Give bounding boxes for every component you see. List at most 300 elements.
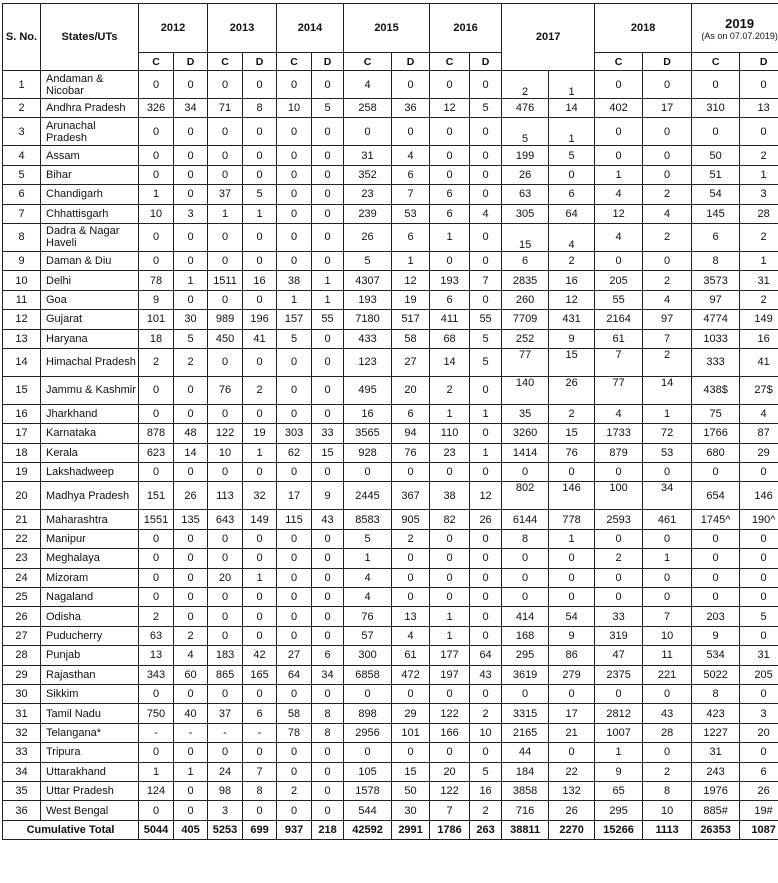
value-cell: 40: [174, 704, 208, 723]
value-cell: 0: [139, 801, 174, 820]
value-cell: 2: [643, 223, 692, 251]
sno-cell: 28: [3, 646, 41, 665]
value-cell: 0: [208, 118, 243, 146]
value-cell: 16: [549, 271, 595, 290]
sno-cell: 29: [3, 665, 41, 684]
state-name-cell: Assam: [41, 146, 139, 165]
value-cell: 2: [470, 704, 502, 723]
state-name-cell: Meghalaya: [41, 549, 139, 568]
table-row: [3, 146, 778, 165]
year-header-row: [3, 4, 778, 53]
value-cell: 0: [740, 71, 778, 99]
value-cell: 2: [174, 626, 208, 645]
state-name-cell: Bihar: [41, 165, 139, 184]
value-cell: 7: [643, 329, 692, 348]
value-cell: 101: [392, 723, 430, 742]
state-name-cell: Kerala: [41, 443, 139, 462]
value-cell: 0: [277, 684, 312, 703]
value-cell: 0: [174, 568, 208, 587]
value-cell: 28: [643, 723, 692, 742]
value-cell: 48: [174, 424, 208, 443]
value-cell: 352: [344, 165, 392, 184]
value-cell: 16: [344, 404, 392, 423]
table-row: [3, 626, 778, 645]
value-cell: 0: [312, 118, 344, 146]
value-cell: 30: [174, 310, 208, 329]
value-cell: 27: [277, 646, 312, 665]
value-cell: 14: [643, 376, 692, 404]
value-cell: 5: [243, 185, 277, 204]
value-cell: 122: [430, 781, 470, 800]
value-cell: 0: [312, 71, 344, 99]
value-cell: 149: [740, 310, 778, 329]
state-name-cell: Madhya Pradesh: [41, 482, 139, 510]
value-cell: 78: [277, 723, 312, 742]
table-body: [3, 71, 778, 840]
value-cell: 4: [174, 646, 208, 665]
value-cell: 4307: [344, 271, 392, 290]
value-cell: 4: [595, 223, 643, 251]
value-cell: 0: [549, 568, 595, 587]
value-cell: 43: [470, 665, 502, 684]
value-cell: 157: [277, 310, 312, 329]
d-header: D: [740, 53, 778, 71]
table-row: [3, 646, 778, 665]
value-cell: 20: [208, 568, 243, 587]
total-value-cell: 218: [312, 820, 344, 839]
table-row: [3, 290, 778, 309]
value-cell: 0: [470, 463, 502, 482]
value-cell: 5: [470, 762, 502, 781]
value-cell: 3573: [692, 271, 740, 290]
state-name-cell: Arunachal Pradesh: [41, 118, 139, 146]
value-cell: 55: [470, 310, 502, 329]
value-cell: 2: [643, 185, 692, 204]
value-cell: 0: [208, 251, 243, 270]
value-cell: 76: [208, 376, 243, 404]
table-row: [3, 762, 778, 781]
value-cell: 2: [470, 801, 502, 820]
value-cell: 0: [243, 626, 277, 645]
value-cell: 86: [549, 646, 595, 665]
value-cell: 16: [740, 329, 778, 348]
value-cell: 6: [692, 223, 740, 251]
table-row: [3, 223, 778, 251]
value-cell: 11: [643, 646, 692, 665]
value-cell: 0: [392, 743, 430, 762]
value-cell: 2375: [595, 665, 643, 684]
value-cell: 2956: [344, 723, 392, 742]
value-cell: 0: [139, 376, 174, 404]
value-cell: 544: [344, 801, 392, 820]
value-cell: 1: [430, 223, 470, 251]
value-cell: 17: [643, 99, 692, 118]
value-cell: 1: [392, 251, 430, 270]
value-cell: 146: [740, 482, 778, 510]
value-cell: 0: [312, 165, 344, 184]
total-value-cell: 15266: [595, 820, 643, 839]
value-cell: 1033: [692, 329, 740, 348]
value-cell: 0: [595, 684, 643, 703]
value-cell: 1551: [139, 510, 174, 529]
year-2019: 2019: [693, 16, 778, 31]
value-cell: 6: [740, 762, 778, 781]
value-cell: 0: [174, 607, 208, 626]
value-cell: 16: [243, 271, 277, 290]
sno-cell: 3: [3, 118, 41, 146]
value-cell: 0: [740, 118, 778, 146]
state-header: States/UTs: [41, 4, 139, 71]
value-cell: 0: [740, 626, 778, 645]
value-cell: 35: [502, 404, 549, 423]
value-cell: 100: [595, 482, 643, 510]
value-cell: 0: [643, 165, 692, 184]
state-name-cell: Tamil Nadu: [41, 704, 139, 723]
value-cell: 0: [392, 568, 430, 587]
value-cell: 0: [470, 376, 502, 404]
value-cell: 0: [174, 801, 208, 820]
value-cell: 1: [470, 443, 502, 462]
c-header: C: [277, 53, 312, 71]
state-name-cell: Sikkim: [41, 684, 139, 703]
c-header: C: [692, 53, 740, 71]
value-cell: 196: [243, 310, 277, 329]
value-cell: 0: [243, 290, 277, 309]
sno-cell: 10: [3, 271, 41, 290]
value-cell: 53: [643, 443, 692, 462]
value-cell: 905: [392, 510, 430, 529]
table-row: [3, 510, 778, 529]
value-cell: 295: [595, 801, 643, 820]
value-cell: 26: [549, 801, 595, 820]
value-cell: 26: [740, 781, 778, 800]
value-cell: 2593: [595, 510, 643, 529]
value-cell: 151: [139, 482, 174, 510]
value-cell: 98: [208, 781, 243, 800]
value-cell: 110: [430, 424, 470, 443]
value-cell: 0: [740, 529, 778, 548]
value-cell: 495: [344, 376, 392, 404]
value-cell: 33: [595, 607, 643, 626]
value-cell: 0: [277, 146, 312, 165]
value-cell: 146: [549, 482, 595, 510]
value-cell: 0: [470, 568, 502, 587]
value-cell: 0: [277, 549, 312, 568]
value-cell: 64: [549, 204, 595, 223]
total-value-cell: 405: [174, 820, 208, 839]
value-cell: 0: [549, 463, 595, 482]
sno-cell: 8: [3, 223, 41, 251]
value-cell: 1: [139, 185, 174, 204]
value-cell: 12: [430, 99, 470, 118]
state-name-cell: Nagaland: [41, 588, 139, 607]
value-cell: 0: [174, 463, 208, 482]
state-name-cell: Andhra Pradesh: [41, 99, 139, 118]
value-cell: 43: [643, 704, 692, 723]
table-row: [3, 549, 778, 568]
value-cell: 0: [208, 404, 243, 423]
value-cell: 0: [174, 588, 208, 607]
d-header: D: [470, 53, 502, 71]
value-cell: 0: [174, 146, 208, 165]
value-cell: 0: [740, 588, 778, 607]
d-header: D: [312, 53, 344, 71]
value-cell: 9: [312, 482, 344, 510]
value-cell: 0: [430, 684, 470, 703]
value-cell: 0: [502, 463, 549, 482]
value-cell: 75: [692, 404, 740, 423]
sno-cell: 17: [3, 424, 41, 443]
value-cell: 2: [549, 251, 595, 270]
value-cell: 26: [470, 510, 502, 529]
value-cell: 4: [344, 568, 392, 587]
value-cell: 1: [430, 404, 470, 423]
total-value-cell: 2270: [549, 820, 595, 839]
value-cell: 0: [277, 165, 312, 184]
value-cell: 0: [502, 588, 549, 607]
value-cell: 0: [549, 684, 595, 703]
value-cell: 105: [344, 762, 392, 781]
value-cell: 203: [692, 607, 740, 626]
value-cell: 2: [430, 376, 470, 404]
value-cell: 0: [595, 71, 643, 99]
value-cell: 0: [174, 549, 208, 568]
value-cell: 300: [344, 646, 392, 665]
value-cell: -: [243, 723, 277, 742]
table-row: [3, 588, 778, 607]
value-cell: 28: [740, 204, 778, 223]
value-cell: 0: [243, 348, 277, 376]
table-row: [3, 376, 778, 404]
value-cell: 26: [174, 482, 208, 510]
value-cell: 1: [174, 271, 208, 290]
value-cell: 2445: [344, 482, 392, 510]
d-header: D: [243, 53, 277, 71]
value-cell: 0: [174, 185, 208, 204]
value-cell: 0: [595, 568, 643, 587]
value-cell: 0: [312, 329, 344, 348]
value-cell: 0: [277, 588, 312, 607]
sno-cell: 21: [3, 510, 41, 529]
value-cell: 0: [277, 185, 312, 204]
value-cell: 1: [277, 290, 312, 309]
value-cell: 197: [430, 665, 470, 684]
value-cell: 0: [208, 146, 243, 165]
value-cell: 8: [692, 684, 740, 703]
value-cell: 411: [430, 310, 470, 329]
sno-cell: 26: [3, 607, 41, 626]
d-header: D: [392, 53, 430, 71]
value-cell: 4: [595, 185, 643, 204]
state-name-cell: Daman & Diu: [41, 251, 139, 270]
value-cell: 0: [430, 743, 470, 762]
value-cell: 5022: [692, 665, 740, 684]
value-cell: 260: [502, 290, 549, 309]
value-cell: 0: [312, 781, 344, 800]
value-cell: 1: [643, 549, 692, 568]
value-cell: 7709: [502, 310, 549, 329]
value-cell: 0: [470, 529, 502, 548]
value-cell: 0: [174, 743, 208, 762]
value-cell: 76: [344, 607, 392, 626]
value-cell: 2812: [595, 704, 643, 723]
state-name-cell: Haryana: [41, 329, 139, 348]
value-cell: 124: [139, 781, 174, 800]
value-cell: 1227: [692, 723, 740, 742]
value-cell: 68: [430, 329, 470, 348]
data-table: [2, 3, 778, 840]
value-cell: 1976: [692, 781, 740, 800]
value-cell: 716: [502, 801, 549, 820]
value-cell: 5: [470, 329, 502, 348]
value-cell: 3858: [502, 781, 549, 800]
value-cell: 243: [692, 762, 740, 781]
value-cell: 2: [549, 404, 595, 423]
value-cell: 18: [139, 329, 174, 348]
value-cell: -: [139, 723, 174, 742]
value-cell: 0: [740, 568, 778, 587]
value-cell: 16: [470, 781, 502, 800]
value-cell: 1745^: [692, 510, 740, 529]
value-cell: 26: [344, 223, 392, 251]
value-cell: 0: [430, 165, 470, 184]
value-cell: 0: [243, 223, 277, 251]
value-cell: 38: [430, 482, 470, 510]
value-cell: 0: [208, 684, 243, 703]
value-cell: 0: [643, 568, 692, 587]
value-cell: 76: [392, 443, 430, 462]
value-cell: 0: [174, 376, 208, 404]
value-cell: 71: [208, 99, 243, 118]
value-cell: 63: [502, 185, 549, 204]
value-cell: 0: [243, 71, 277, 99]
value-cell: 0: [312, 463, 344, 482]
value-cell: 461: [643, 510, 692, 529]
value-cell: 0: [595, 251, 643, 270]
value-cell: 0: [139, 118, 174, 146]
value-cell: 0: [174, 165, 208, 184]
value-cell: 58: [277, 704, 312, 723]
total-value-cell: 2991: [392, 820, 430, 839]
table-row: [3, 463, 778, 482]
value-cell: 9: [692, 626, 740, 645]
value-cell: 0: [392, 118, 430, 146]
value-cell: 76: [549, 443, 595, 462]
value-cell: 1578: [344, 781, 392, 800]
value-cell: 6: [430, 185, 470, 204]
value-cell: 258: [344, 99, 392, 118]
sno-cell: 18: [3, 443, 41, 462]
value-cell: 0: [740, 684, 778, 703]
value-cell: 42: [243, 646, 277, 665]
total-value-cell: 263: [470, 820, 502, 839]
value-cell: 1: [740, 251, 778, 270]
value-cell: 8: [692, 251, 740, 270]
value-cell: 3: [740, 704, 778, 723]
value-cell: 0: [502, 549, 549, 568]
total-value-cell: 1786: [430, 820, 470, 839]
value-cell: 8: [243, 99, 277, 118]
state-name-cell: Chhattisgarh: [41, 204, 139, 223]
value-cell: 1: [208, 204, 243, 223]
value-cell: 2: [277, 781, 312, 800]
sno-cell: 7: [3, 204, 41, 223]
value-cell: 61: [595, 329, 643, 348]
value-cell: 0: [139, 251, 174, 270]
state-name-cell: Andaman & Nicobar: [41, 71, 139, 99]
value-cell: 10: [470, 723, 502, 742]
value-cell: 19: [392, 290, 430, 309]
state-name-cell: Manipur: [41, 529, 139, 548]
state-name-cell: Puducherry: [41, 626, 139, 645]
value-cell: 15: [502, 223, 549, 251]
value-cell: 0: [430, 118, 470, 146]
value-cell: 31: [692, 743, 740, 762]
value-cell: 319: [595, 626, 643, 645]
value-cell: 7: [643, 607, 692, 626]
value-cell: 0: [470, 251, 502, 270]
value-cell: 9: [549, 329, 595, 348]
value-cell: 205: [740, 665, 778, 684]
value-cell: 34: [643, 482, 692, 510]
value-cell: 0: [243, 529, 277, 548]
value-cell: 0: [344, 463, 392, 482]
value-cell: 0: [595, 588, 643, 607]
value-cell: 1: [595, 743, 643, 762]
value-cell: 115: [277, 510, 312, 529]
value-cell: 2: [740, 290, 778, 309]
value-cell: 0: [243, 801, 277, 820]
value-cell: 0: [208, 71, 243, 99]
year-header: 2017: [502, 4, 595, 71]
year-2019-note: (As on 07.07.2019): [693, 31, 778, 41]
value-cell: 252: [502, 329, 549, 348]
value-cell: 0: [643, 146, 692, 165]
value-cell: 0: [139, 529, 174, 548]
value-cell: 19#: [740, 801, 778, 820]
value-cell: 184: [502, 762, 549, 781]
value-cell: 50: [392, 781, 430, 800]
value-cell: 15: [312, 443, 344, 462]
value-cell: 1414: [502, 443, 549, 462]
value-cell: 27$: [740, 376, 778, 404]
value-cell: 0: [392, 684, 430, 703]
value-cell: 2: [643, 762, 692, 781]
value-cell: 94: [392, 424, 430, 443]
value-cell: 0: [312, 588, 344, 607]
value-cell: 2: [643, 348, 692, 376]
value-cell: 0: [470, 223, 502, 251]
table-row: [3, 165, 778, 184]
c-header: C: [139, 53, 174, 71]
value-cell: 168: [502, 626, 549, 645]
value-cell: 0: [312, 762, 344, 781]
value-cell: 0: [470, 549, 502, 568]
value-cell: 0: [430, 463, 470, 482]
value-cell: 24: [208, 762, 243, 781]
value-cell: 2: [740, 223, 778, 251]
value-cell: 0: [430, 146, 470, 165]
value-cell: 0: [174, 251, 208, 270]
value-cell: 5: [312, 99, 344, 118]
value-cell: 0: [470, 185, 502, 204]
table-row: [3, 743, 778, 762]
value-cell: 37: [208, 704, 243, 723]
value-cell: 2835: [502, 271, 549, 290]
value-cell: 0: [277, 223, 312, 251]
state-name-cell: Rajasthan: [41, 665, 139, 684]
value-cell: 0: [643, 251, 692, 270]
